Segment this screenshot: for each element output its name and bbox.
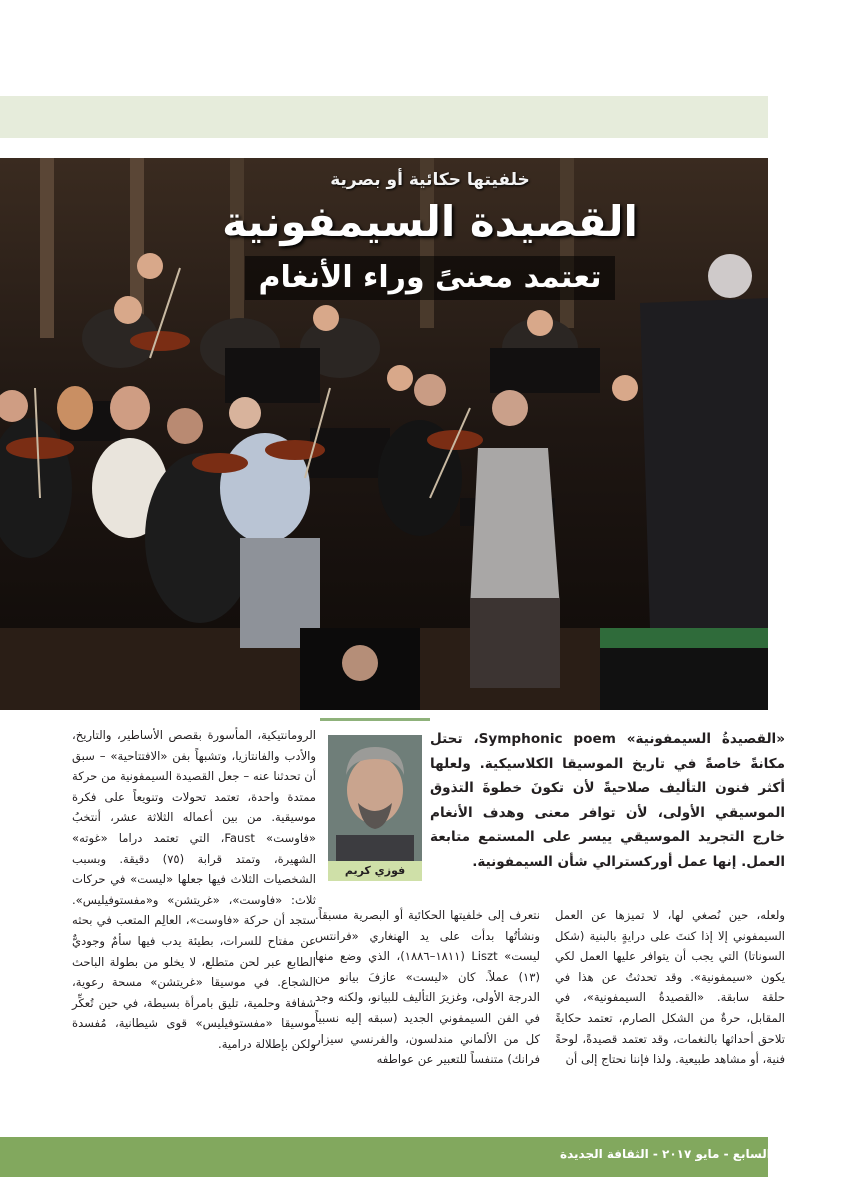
text-column-right (555, 905, 785, 1070)
kicker: خلفيتها حكائية أو بصرية (330, 170, 530, 190)
footer-text: ١٣٤ العدد السابع - مايو ٢٠١٧ - الثقافة الجديدة (560, 1147, 830, 1161)
footer-band (0, 1137, 830, 1177)
text-column-left (72, 725, 316, 1055)
lead-paragraph: «القصيدةُ السيمفونية» Symphonic poem، تحتل مكانةً خاصةً في تاريخ الموسيقا الكلاسيكية. ولعلها أكثر فنون التأليف صلاحيةً لأن تكونَ خطوةَ التذوق الموسيقي الأولى، لأن توافر معنى وهدف الأنغام خارج التجريد الموسيقي ييسر على المستمع متابعة العمل. إنها عمل أوركسترالي شأن السيمفونية. (430, 731, 785, 870)
author-portrait (328, 735, 422, 861)
author-name: فوزي كريم (328, 861, 422, 881)
author-photo (328, 735, 422, 861)
column-text: الرومانتيكية، المأسورة بقصص الأساطير، والتاريخ، والأدب والفانتازيا، وتشبهاً بفن «الافتتاحية» – سبق أن تحدثنا عنه – جعل القصيدة السيمفونية من حركة ممتدة واحدة، تعتمد تحولات وتنويعاً على فكرة موسيقية. من بين أعماله الثلاثة عشر، أنتخبُ «فاوست» Faust، التي تعتمد دراما «غوته» الشهيرة، وتمتد قرابة (٧٥) دقيقة. وبسبب الشخصيات الثلاث فيها جعلها «ليست» في حركات ثلاث: «فاوست»، «غريتشن» و«مفستوفيليس». ستجد أن حركة «فاوست»، العالِم المتعب في بحثه عن مفتاح للسرات، بطيئة يدب فيها سأمٌ وجوديٌّ الطابع عبر لحن متطلع، لا يخلو من بطولة الباحث الشجاع. في موسيقا «غريتشن» مسحة رعوية، شفافة وحلمية، تليق بامرأة بسيطة، في حين تُعكِّر موسيقا «مفستوفيليس» قوى شيطانية، مُفسدة ولكن بإطلالة درامية. (72, 728, 316, 1051)
column-text: نتعرف إلى خلفيتها الحكائية أو البصرية مسبقاً. ونشأتُها بدأت على يد الهنغاري «فرانتس ليست» Liszt (١٨١١–١٨٨٦)، الذي وضع منها (١٣) عملاً. كان «ليست» عازفَ بيانو من الدرجة الأولى، وغزيرَ التأليف للبيانو، ولكنه وجد في الفن السيمفوني الجديد (سبقه إليه نسبياً كل من الألماني مندلسون، والفرنسي سيزار فرانك) متنفساً للتعبير عن عواطفه (315, 908, 540, 1067)
top-band (0, 96, 768, 138)
text-column-middle (315, 905, 540, 1070)
column-text: ولعله، حين نُصغي لها، لا تميزها عن العمل السيمفوني إلا إذا كنتَ على درايةٍ بالبنية (شكل السوناتا) التي يجب أن يتوافر عليها العمل لكي يكون «سيمفونية». وقد تحدثتُ عن هذا في حلقة سابقة. «القصيدةُ السيمفونية»، في المقابل، حرةٌ من الشكل الصارم، تعتمد حكايةً تلاحق أحداثها بالنغمات، وقد تعتمد قصيدةً، لوحةً فنية، أو مشاهد طبيعية. ولذا فإننا نحتاج إلى أن (555, 908, 785, 1067)
sub-title: تعتمد معنىً وراء الأنغام (245, 256, 616, 300)
main-title: القصيدة السيمفونية (222, 197, 638, 246)
author-box (320, 718, 430, 885)
title-block (220, 170, 640, 300)
